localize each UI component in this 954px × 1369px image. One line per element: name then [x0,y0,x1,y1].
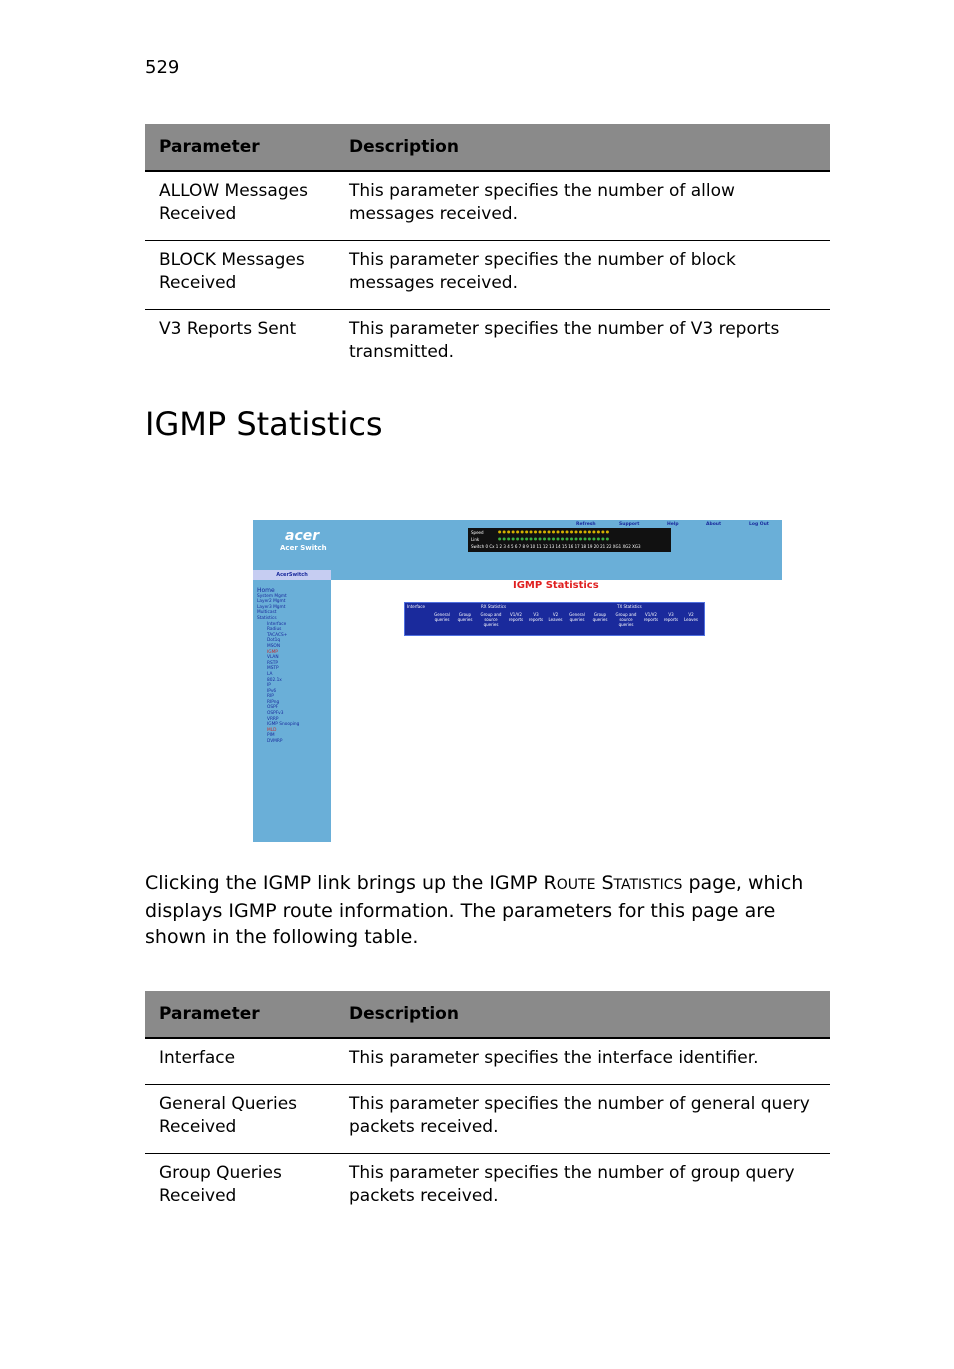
igmp-statistics-grid [404,602,705,636]
submenu-item[interactable]: MLD [267,727,277,733]
igmp-statistics-title: IGMP Statistics [513,580,599,591]
parameter-cell: BLOCK Messages Received [145,241,335,310]
speed-leds: ●●●●●●●●●●●●●●●●●●●●●●●●● [498,529,611,534]
parameter-cell: General Queries Received [145,1085,335,1154]
paragraph-text: Clicking the IGMP link brings up the IGMP [145,872,544,894]
paragraph-text: page, which displays IGMP route information. The parameters for this page are shown in the following table. [145,872,804,948]
port-status-panel [468,528,671,552]
link-leds: ●●●●●●●●●●●●●●●●●●●●●●●●● [498,536,611,541]
table-row [145,310,830,379]
table-row [145,1038,830,1085]
header-description: Description [335,991,830,1038]
submenu-item[interactable]: IGMP Snooping [267,722,300,728]
igmp-statistics-screenshot [253,520,782,842]
description-cell: This parameter specifies the number of group query packets received. [349,1163,795,1206]
smallcaps-initial: S [601,872,614,894]
submenu-item[interactable]: Radius [267,627,282,633]
grid-col: V1/V2 reports [643,612,659,622]
submenu-item[interactable]: PIM [267,733,275,739]
menu-item[interactable]: Layer2 Mgmt [257,599,286,605]
table-header-row [145,991,830,1038]
grid-col: Group and source queries [480,612,502,627]
nav-help[interactable]: Help [667,522,679,527]
table-header-row [145,124,830,171]
submenu-item[interactable]: DVMRP [267,739,283,745]
parameter-table-top [145,124,830,378]
menu-item[interactable]: Statistics [257,615,277,621]
description-cell: This parameter specifies the number of allow messages received. [335,171,830,241]
submenu-item[interactable]: RSTP [267,660,278,666]
sidebar-menu [257,588,299,745]
link-label: Link [471,537,480,542]
submenu-item[interactable]: VRRP [267,716,279,722]
submenu-item-igmp[interactable]: IGMP [267,649,278,655]
submenu-item[interactable]: OSPFv3 [267,711,284,717]
grid-header-tx: TX Statistics [617,604,642,609]
submenu-item[interactable]: RIP [267,694,274,700]
description-cell: This parameter specifies the interface identifier. [335,1038,830,1085]
grid-col: Group queries [457,612,473,622]
submenu-item[interactable]: TACACS+ [267,632,288,638]
submenu-item[interactable]: RIPng [267,699,280,705]
submenu-item[interactable]: Dot1q [267,638,281,644]
page-number: 529 [145,57,180,78]
speed-label: Speed [471,530,484,535]
description-cell: This parameter specifies the number of general query packets received. [335,1085,830,1154]
nav-about[interactable]: About [706,522,722,527]
description-cell: This parameter specifies the number of V3 reports transmitted. [349,319,780,362]
brand-label: Acer Switch [280,544,327,552]
submenu-item[interactable]: MSON [267,643,281,649]
smallcaps-text: OUTE [556,877,596,893]
parameter-cell: V3 Reports Sent [159,319,297,339]
grid-col: V3 reports [528,612,544,622]
grid-col: V1/V2 reports [508,612,524,622]
parameter-table-bottom [145,991,830,1222]
table-row [145,1154,830,1223]
smallcaps-initial: R [543,872,557,894]
acer-logo: acer [285,528,320,544]
grid-col: Group queries [592,612,608,622]
submenu-item[interactable]: MSTP [267,666,279,672]
smallcaps-text: TATISTICS [613,877,683,893]
nav-refresh[interactable]: Refresh [576,522,596,527]
grid-col: Group and source queries [615,612,637,627]
parameter-cell: ALLOW Messages Received [145,171,335,241]
nav-support[interactable]: Support [619,522,640,527]
table-row [145,171,830,241]
nav-logout[interactable]: Log Out [749,522,769,527]
submenu-item[interactable]: LA [267,671,273,677]
header-description: Description [335,124,830,171]
section-heading: IGMP Statistics [145,405,383,443]
submenu-item[interactable]: IPv6 [267,688,277,694]
sidebar-header: AcerSwitch [253,570,331,580]
grid-header-rx: RX Statistics [481,604,507,609]
submenu-item[interactable]: IP [267,683,271,689]
grid-col: General queries [434,612,450,622]
body-paragraph [145,870,835,950]
menu-item[interactable]: System Mgmt [257,593,287,599]
table-row [145,1085,830,1154]
menu-item[interactable]: Layer3 Mgmt [257,604,286,610]
port-numbers: Switch 0 Cx 1 2 3 4 5 6 7 8 9 10 11 12 13 14 15 16 17 18 19 20 21 22 XG1 XG2 XG3 [471,544,641,549]
grid-col: General queries [569,612,585,622]
header-parameter: Parameter [145,991,335,1038]
grid-col: V3 reports [663,612,679,622]
parameter-cell: Interface [145,1038,335,1085]
grid-col: V2 Leaves [548,612,563,622]
header-parameter: Parameter [145,124,335,171]
description-cell: This parameter specifies the number of block messages received. [335,241,830,310]
table-row [145,241,830,310]
submenu-item[interactable]: Interface [267,621,287,627]
parameter-cell: Group Queries Received [159,1163,282,1206]
menu-home[interactable]: Home [257,587,275,594]
submenu-item[interactable]: 802.1x [267,677,282,683]
submenu-item[interactable]: VLAN [267,655,279,661]
submenu-item[interactable]: OSPF [267,705,279,711]
grid-col: V2 Leaves [684,612,698,622]
grid-header-interface: Interface [407,604,425,609]
menu-item[interactable]: Multicast [257,610,277,616]
